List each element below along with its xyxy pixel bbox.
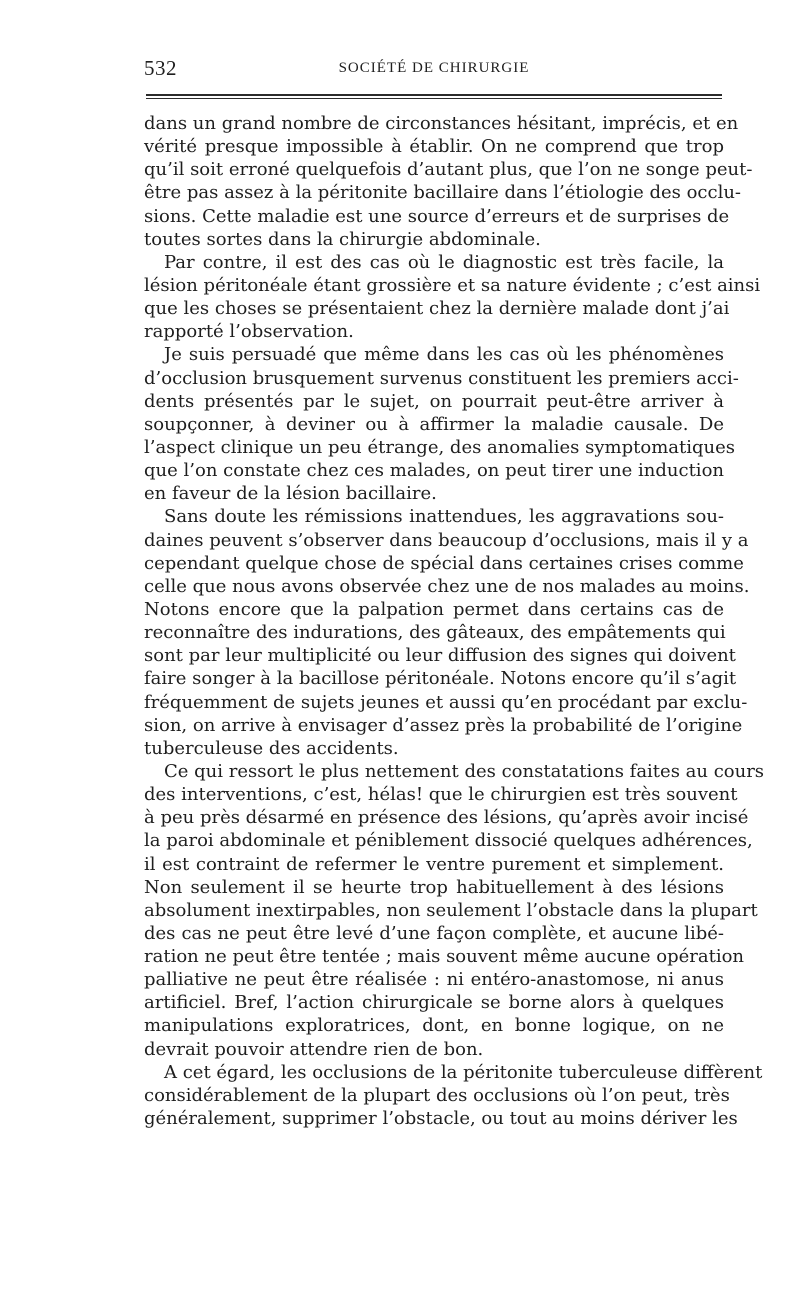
text-line: vérité presque impossible à établir. On ne comprend que trop [144, 136, 724, 158]
text-line: qu’il soit erroné quelquefois d’autant plus, que l’on ne songe peut- [144, 159, 753, 181]
text-line: Notons encore que la palpation permet dans certains cas de [144, 598, 724, 620]
paragraph [144, 343, 739, 505]
text-line: à peu près désarmé en présence des lésions, qu’après avoir incisé [144, 807, 749, 829]
paragraph [144, 251, 761, 344]
text-line: des cas ne peut être levé d’une façon complète, et aucune libé- [144, 922, 724, 944]
text-line: que l’on constate chez ces malades, on peut tirer une induction [144, 460, 724, 482]
text-line: dans un grand nombre de circonstances hésitant, imprécis, et en [144, 113, 739, 134]
header-rule [146, 94, 722, 99]
text-line: la paroi abdominale et péniblement dissocié quelques adhérences, [144, 830, 753, 852]
paragraph [144, 760, 765, 1061]
text-line: toutes sortes dans la chirurgie abdominale. [144, 228, 541, 250]
text-line: reconnaître des indurations, des gâteaux, des empâtements qui [144, 622, 726, 644]
text-line: fréquemment de sujets jeunes et aussi qu’en procédant par exclu- [144, 691, 748, 713]
paragraph [144, 112, 753, 251]
text-line: l’aspect clinique un peu étrange, des anomalies symptomatiques [144, 436, 736, 458]
text-line: faire songer à la bacillose péritonéale. Notons encore qu’il s’agit [144, 668, 737, 690]
text-line: Sans doute les rémissions inattendues, les aggravations sou- [164, 506, 724, 528]
text-line: Je suis persuadé que même dans les cas où les phénomènes [164, 344, 724, 366]
paragraph [144, 505, 750, 760]
text-line: il est contraint de refermer le ventre purement et simplement. [144, 853, 724, 875]
text-line: celle que nous avons observée chez une de nos malades au moins. [144, 575, 750, 597]
text-line: rapporté l’observation. [144, 321, 354, 343]
running-title: SOCIÉTÉ DE CHIRURGIE [338, 60, 530, 76]
text-line: palliative ne peut être réalisée : ni entéro-anastomose, ni anus [144, 969, 724, 991]
text-line: soupçonner, à deviner ou à affirmer la maladie causale. De [144, 413, 724, 435]
text-line: en faveur de la lésion bacillaire. [144, 483, 437, 505]
text-line: dents présentés par le sujet, on pourrait peut-être arriver à [144, 390, 724, 412]
text-line: Non seulement il se heurte trop habituellement à des lésions [144, 876, 724, 898]
text-line: absolument inextirpables, non seulement l’obstacle dans la plupart [144, 899, 758, 921]
text-line: tuberculeuse des accidents. [144, 737, 399, 759]
text-line: être pas assez à la péritonite bacillaire dans l’étiologie des occlu- [144, 182, 742, 204]
text-line: d’occlusion brusquement survenus constituent les premiers acci- [144, 367, 739, 389]
paragraph [144, 1061, 763, 1130]
text-line: sion, on arrive à envisager d’assez près la probabilité de l’origine [144, 714, 743, 736]
page-header [144, 56, 724, 84]
text-line: ration ne peut être tentée ; mais souvent même aucune opération [144, 946, 745, 968]
text-line: Ce qui ressort le plus nettement des constatations faites au cours [164, 760, 765, 782]
text-line: cependant quelque chose de spécial dans certaines crises comme [144, 552, 744, 574]
text-line: considérablement de la plupart des occlusions où l’on peut, très [144, 1084, 730, 1106]
text-line: manipulations exploratrices, dont, en bonne logique, on ne [144, 1015, 724, 1037]
text-line: Par contre, il est des cas où le diagnostic est très facile, la [164, 251, 724, 273]
text-line: sont par leur multiplicité ou leur diffusion des signes qui doivent [144, 645, 736, 667]
body-text [144, 112, 765, 1130]
text-line: des interventions, c’est, hélas! que le chirurgien est très souvent [144, 784, 738, 806]
text-line: que les choses se présentaient chez la dernière malade dont j’ai [144, 298, 730, 320]
text-line: artificiel. Bref, l’action chirurgicale se borne alors à quelques [144, 992, 724, 1014]
text-line: lésion péritonéale étant grossière et sa nature évidente ; c’est ainsi [144, 274, 761, 296]
text-line: sions. Cette maladie est une source d’erreurs et de surprises de [144, 205, 730, 227]
text-line: daines peuvent s’observer dans beaucoup d’occlusions, mais il y a [144, 529, 749, 551]
text-line: généralement, supprimer l’obstacle, ou tout au moins dériver les [144, 1108, 738, 1130]
page-number: 532 [144, 56, 177, 80]
text-line: devrait pouvoir attendre rien de bon. [144, 1038, 484, 1060]
text-line: A cet égard, les occlusions de la péritonite tuberculeuse diffèrent [164, 1061, 763, 1083]
